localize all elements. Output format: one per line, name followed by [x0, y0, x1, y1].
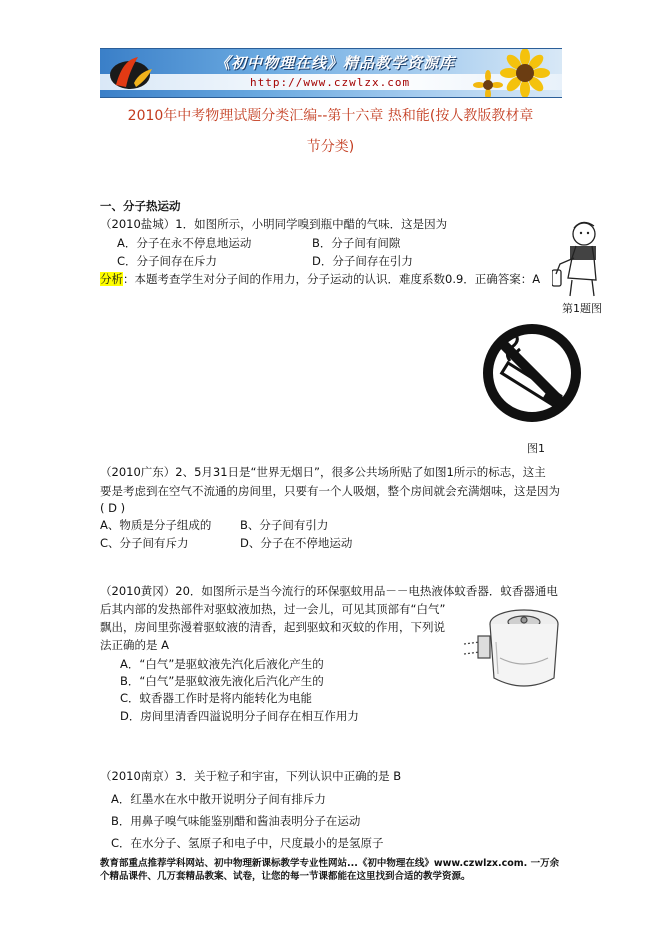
site-logo-icon [108, 53, 156, 93]
q2-option-b: B、分子间有引力 [240, 518, 329, 532]
q3-option-d: D．房间里清香四溢说明分子间存在相互作用力 [120, 709, 359, 723]
q4-stem: （2010南京）3．关于粒子和宇宙，下列认识中正确的是 B [100, 769, 402, 783]
sunflower-icon [470, 49, 560, 97]
q3-stem-line2: 后其内部的发热部件对驱蚊液加热，过一会儿，可见其顶部有“白气” [100, 602, 446, 616]
no-smoking-sign-icon [482, 323, 582, 423]
q2-option-d: D、分子在不停地运动 [240, 536, 353, 550]
analysis-text: ：本题考查学生对分子间的作用力，分子运动的认识．难度系数0.9．正确答案：A [123, 272, 541, 286]
q2-option-c: C、分子间有斥力 [100, 536, 189, 550]
q4-option-a: A．红墨水在水中散开说明分子间有排斥力 [111, 792, 326, 806]
q2-figure-caption: 图1 [527, 442, 545, 455]
q3-stem-line1: （2010黄冈）20．如图所示是当今流行的环保驱蚊用品－－电热液体蚊香器．蚊香器通电 [100, 584, 558, 598]
q2-stem-line2: 要是考虑到在空气不流通的房间里，只要有一个人吸烟，整个房间就会充满烟味，这是因为 [100, 484, 560, 498]
q4-option-b: B．用鼻子嗅气味能鉴别醋和酱油表明分子在运动 [111, 814, 361, 828]
q1-option-c: C．分子间存在斥力 [117, 254, 218, 268]
document-title-line2: 节分类) [306, 139, 355, 155]
banner-title: 《初中物理在线》精品教学资源库 [215, 54, 456, 72]
q3-option-b: B．“白气”是驱蚊液先液化后汽化产生的 [120, 674, 324, 688]
q2-answer: ( D ) [100, 501, 126, 515]
banner-url[interactable]: http://www.czwlzx.com [250, 76, 411, 89]
q1-figure-caption: 第1题图 [562, 302, 602, 315]
section-heading: 一、分子热运动 [100, 199, 181, 213]
analysis-label: 分析 [100, 272, 123, 286]
q2-stem-line1: （2010广东）2、5月31日是“世界无烟日”，很多公共场所贴了如图1所示的标志，这主 [100, 465, 546, 479]
q1-stem: （2010盐城）1．如图所示，小明同学嗅到瓶中醋的气味．这是因为 [100, 217, 448, 231]
boy-smelling-bottle-icon [552, 218, 610, 298]
q3-option-c: C．蚊香器工作时是将内能转化为电能 [120, 691, 313, 705]
footer-line2: 个精品课件、几万套精品教案、试卷，让您的每一节课都能在这里找到合适的教学资源。 [100, 871, 471, 882]
q4-option-c: C．在水分子、氢原子和电子中，尺度最小的是氢原子 [111, 836, 384, 850]
footer-line1: 教育部重点推荐学科网站、初中物理新课标教学专业性网站...《初中物理在线》www.czwlzx.com. 一万余 [100, 858, 560, 869]
mosquito-repellent-heater-icon [460, 598, 572, 698]
q3-stem-line4: 法正确的是 A [100, 638, 170, 652]
q3-stem-line3: 飘出，房间里弥漫着驱蚊液的清香，起到驱蚊和灭蚊的作用，下列说 [100, 620, 445, 634]
q1-option-a: A．分子在永不停息地运动 [117, 236, 252, 250]
document-title-line1: 2010年中考物理试题分类汇编--第十六章 热和能(按人教版教材章 [127, 108, 534, 124]
q1-option-d: D．分子间存在引力 [312, 254, 413, 268]
q2-option-a: A、物质是分子组成的 [100, 518, 212, 532]
q1-option-b: B．分子间有间隙 [312, 236, 401, 250]
q3-option-a: A．“白气”是驱蚊液先汽化后液化产生的 [120, 657, 324, 671]
q1-analysis [100, 272, 540, 286]
header-banner [100, 48, 562, 98]
